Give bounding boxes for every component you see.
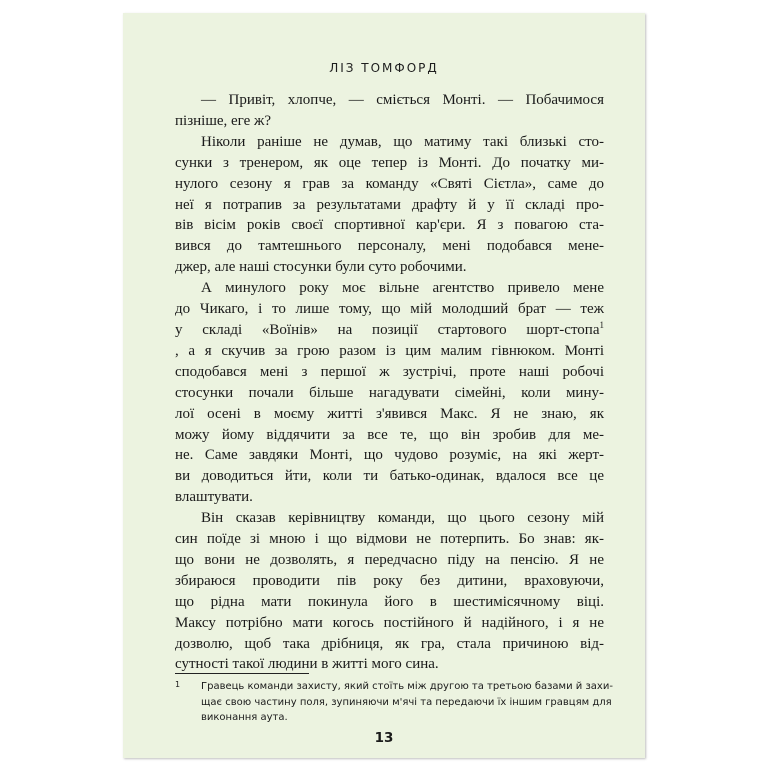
text-line: Він сказав керівництву команди, що цього сезону мій (201, 510, 604, 527)
text-line: Ніколи раніше не думав, що матиму такі близькі сто- (201, 133, 604, 150)
footnote-body (175, 679, 613, 726)
text-line (175, 320, 604, 341)
text-line: вів вісім років своєї спортивної кар'єри. Я з повагою ста- (175, 217, 604, 234)
text-line: лої осені в моєму житті з'явився Макс. Я не знаю, як (175, 405, 604, 422)
running-header: ЛІЗ ТОМФОРД (329, 61, 439, 75)
text-line: Максу потрібно мати когось постійного й надійного, і я не (175, 614, 604, 631)
text-line: вився до тамтешнього персоналу, мені подобався мене- (175, 238, 604, 255)
text-line: сподобався мені з першої ж зустрічі, проте наші робочі (175, 363, 604, 380)
footnote-line: Гравець команди захисту, який стоїть між другою та третьою базами й захи- (201, 681, 613, 692)
text-line: стосунки почали більше нагадувати сімейні, коли мину- (175, 384, 604, 401)
text-line: не. Саме завдяки Монті, що чудово розуміє, на які жерт- (175, 447, 604, 464)
page-number: 13 (374, 730, 394, 746)
text-line: що рідна мати покинула його в шестимісячному віці. (175, 593, 604, 610)
text-line: ви доводиться йти, коли ти батько-одинак, вдалося все це (175, 468, 604, 485)
text-line: син поїде зі мною і що відмови не потерпить. Бо знав: як- (175, 531, 604, 548)
footnote-line: виконання аута. (201, 712, 288, 723)
text-line: сутності такої людини в житті мого сина. (175, 656, 439, 673)
text-line: неї я потрапив за результатами драфту й у її складі про- (175, 196, 604, 213)
text-line: що вони не дозволять, я передчасно піду на пенсію. Я не (175, 551, 604, 568)
footnote-reference: 1 (599, 319, 604, 330)
text-line: , а я скучив за грою разом із цим малим гівнюком. Монті (175, 342, 604, 359)
footnote (175, 679, 613, 726)
footnote-divider (175, 673, 309, 674)
text-line-segment: у складі «Воїнів» на позиції стартового шорт-стопа (175, 321, 600, 338)
text-line: пізніше, еге ж? (175, 112, 272, 129)
footnote-line: щає свою частину поля, зупиняючи м'ячі та передаючи їх іншим гравцям для (201, 696, 612, 708)
text-line: збираюся проводити пів року без дитини, враховуючи, (175, 572, 604, 589)
text-line: джер, але наші стосунки були суто робочими. (175, 259, 467, 276)
footnote-marker: 1 (175, 680, 181, 689)
text-line: нулого сезону я грав за команду «Святі Сієтла», саме до (175, 175, 604, 192)
text-line: сунки з тренером, як оце тепер із Монті. До початку ми- (175, 154, 604, 171)
book-page (123, 13, 645, 758)
text-line: до Чикаго, і то лише тому, що мій молодший брат — теж (175, 301, 604, 318)
text-line: влаштувати. (175, 489, 253, 506)
text-line: можу йому віддячити за все те, що він зробив для ме- (175, 426, 604, 443)
text-line: — Привіт, хлопче, — сміється Монті. — Побачимося (201, 92, 604, 108)
text-line: дозволю, щоб така дрібниця, як гра, стала причиною від- (175, 635, 604, 652)
body-text (175, 90, 604, 675)
text-line: А минулого року моє вільне агентство привело мене (201, 280, 604, 297)
